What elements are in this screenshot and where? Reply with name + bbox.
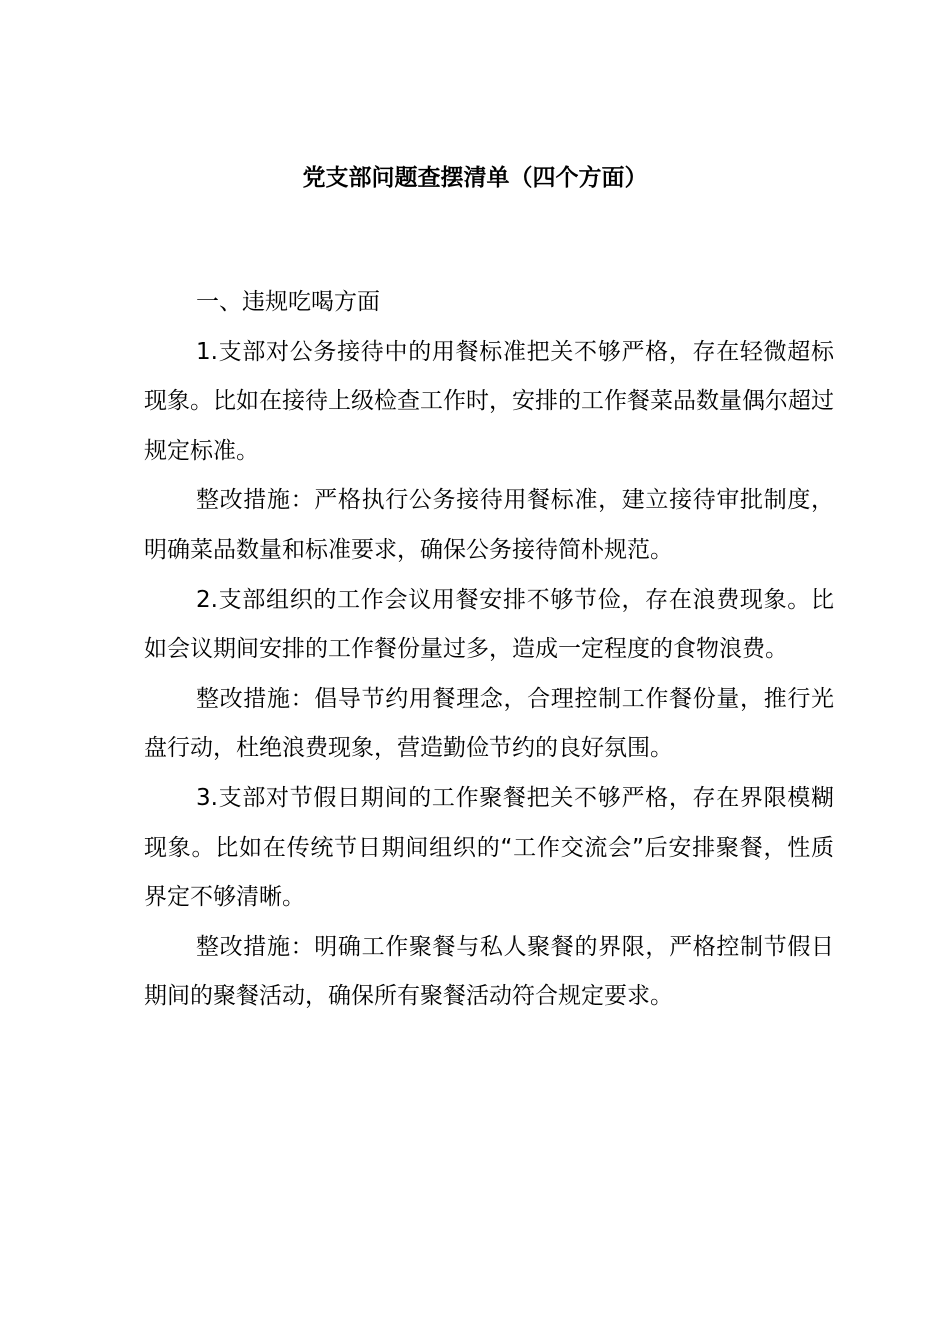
paragraph-remedy-3: 整改措施：明确工作聚餐与私人聚餐的界限，严格控制节假日期间的聚餐活动，确保所有聚餐活动符合规定要求。 [144, 933, 834, 1010]
section-heading: 一、违规吃喝方面 [196, 289, 380, 315]
document-body [144, 278, 834, 1022]
paragraph-issue-2: 2.支部组织的工作会议用餐安排不够节俭，存在浪费现象。比如会议期间安排的工作餐份量过多，造成一定程度的食物浪费。 [144, 586, 834, 663]
paragraph-issue-1: 1.支部对公务接待中的用餐标准把关不够严格，存在轻微超标现象。比如在接待上级检查工作时，安排的工作餐菜品数量偶尔超过规定标准。 [144, 338, 834, 464]
paragraph-remedy-2: 整改措施：倡导节约用餐理念，合理控制工作餐份量，推行光盘行动，杜绝浪费现象，营造勤俭节约的良好氛围。 [144, 685, 834, 762]
page-title: 党支部问题查摆清单（四个方面） [302, 165, 648, 191]
paragraph-remedy-1: 整改措施：严格执行公务接待用餐标准，建立接待审批制度，明确菜品数量和标准要求，确保公务接待简朴规范。 [144, 487, 834, 563]
paragraph-issue-3: 3.支部对节假日期间的工作聚餐把关不够严格，存在界限模糊现象。比如在传统节日期间组织的“工作交流会”后安排聚餐，性质界定不够清晰。 [144, 784, 834, 911]
